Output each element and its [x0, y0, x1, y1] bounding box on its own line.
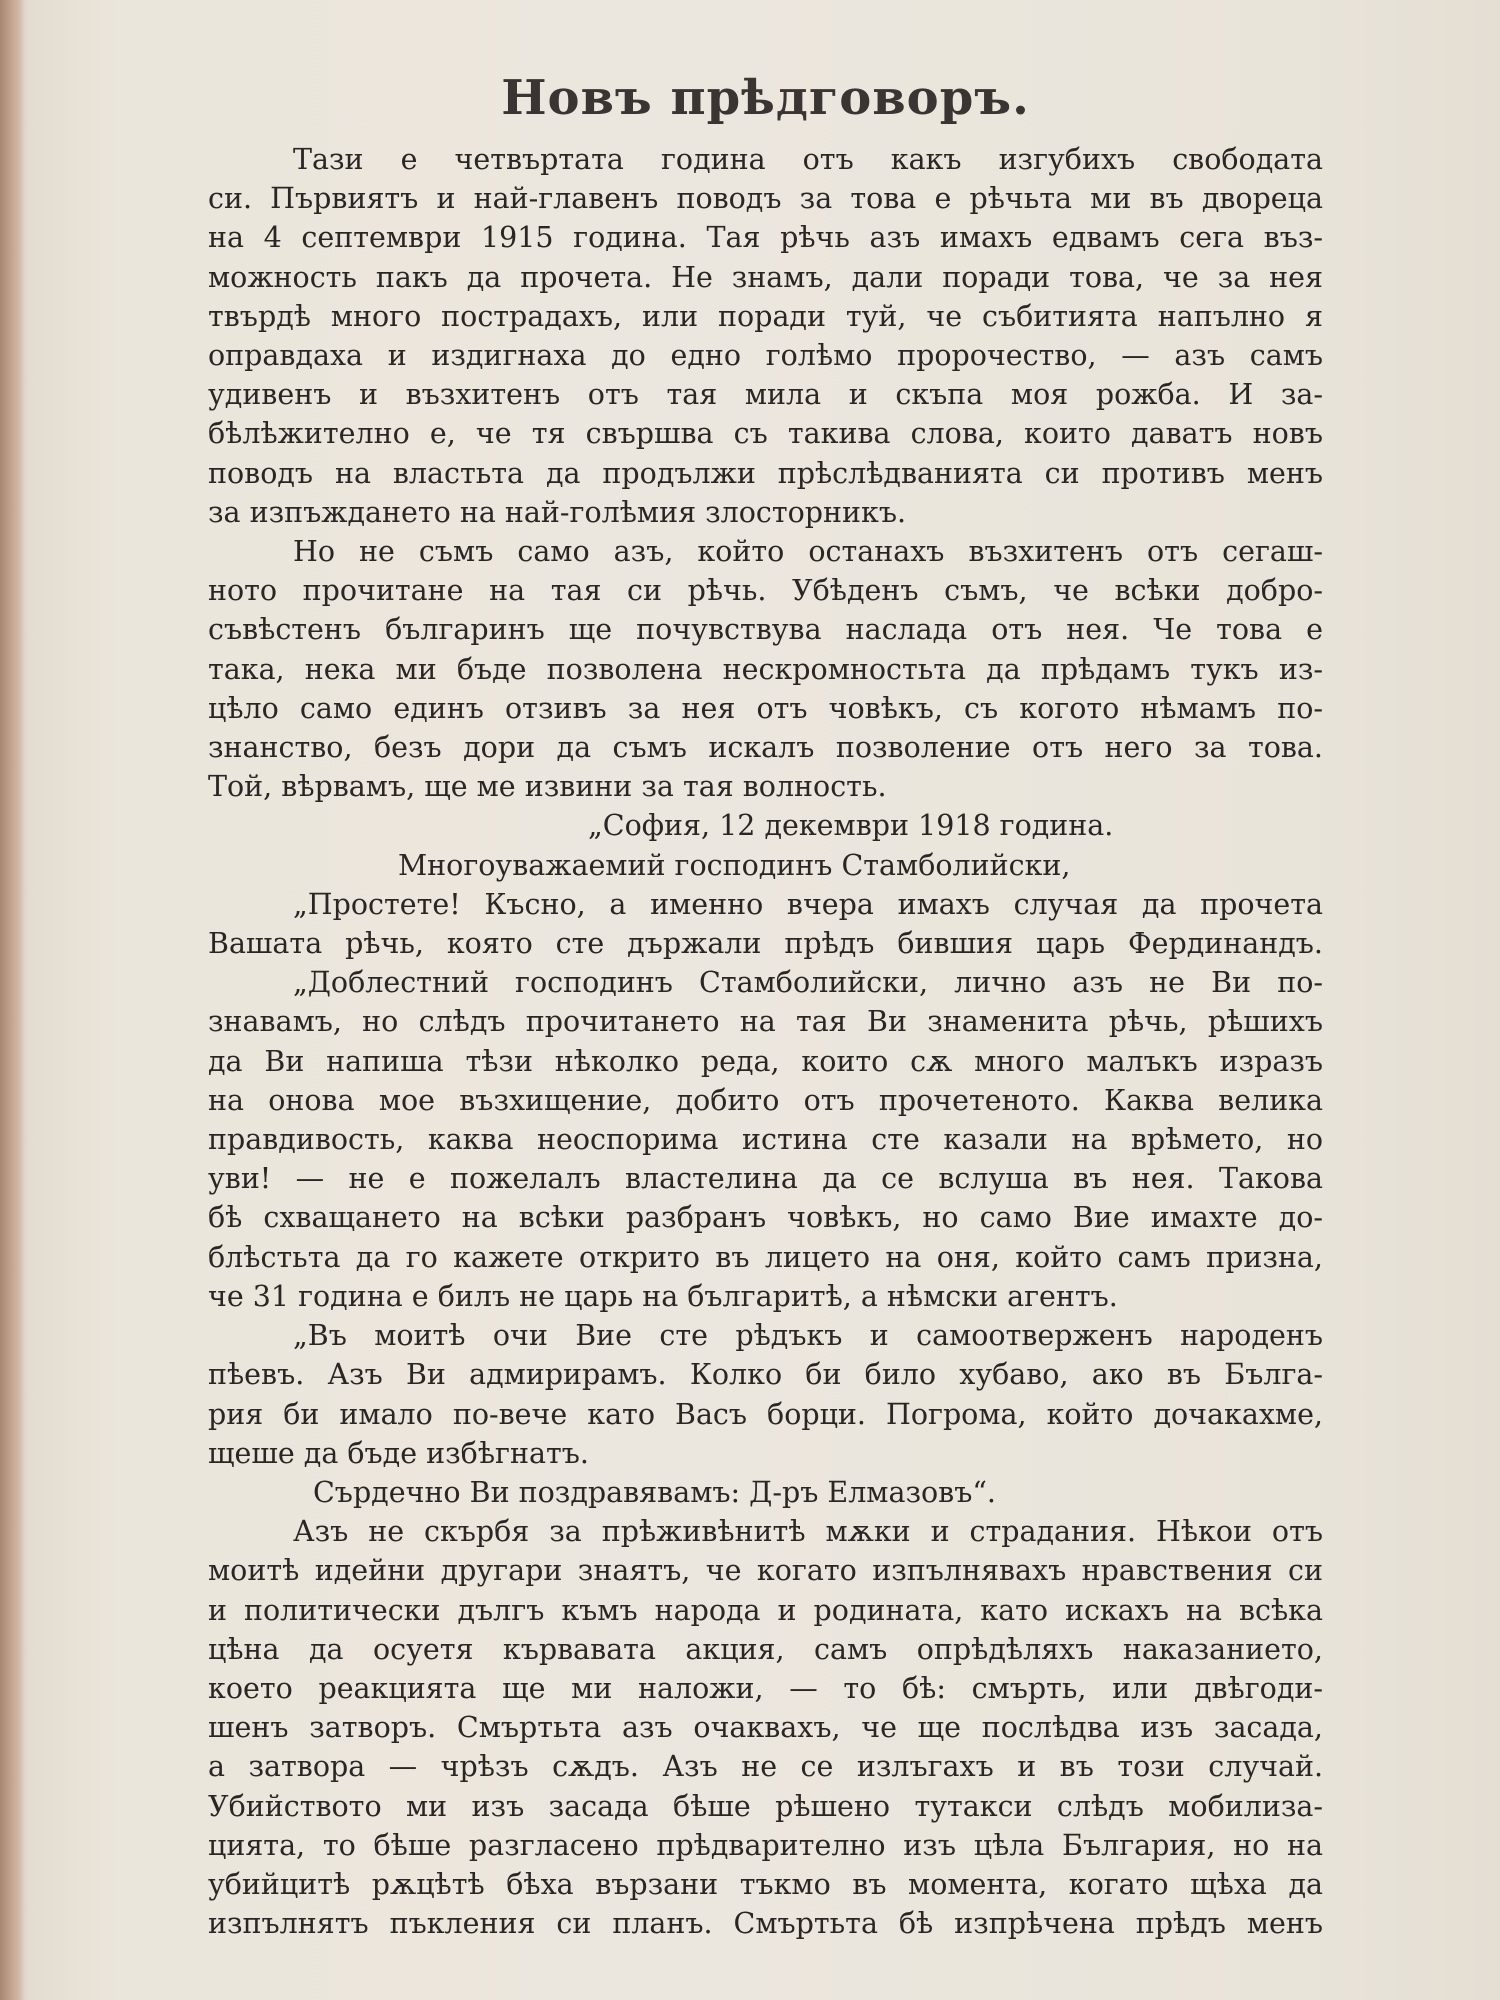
text-line: изпълнятъ пъкления си планъ. Смъртьта бѣ изпрѣчена прѣдъ менъ: [208, 1907, 1323, 1941]
text-line: „Простете! Късно, а именно вчера имахъ случая да прочета: [293, 887, 1323, 921]
text-line: Вашата рѣчь, която сте държали прѣдъ бившия царь Фердинандъ.: [208, 927, 1323, 961]
text-line: да Ви напиша тѣзи нѣколко реда, които сѫ много малъкъ изразъ: [208, 1044, 1323, 1078]
text-line: ното прочитане на тая си рѣчь. Убѣденъ съмъ, че всѣки добро-: [208, 574, 1323, 608]
text-line: Азъ не скърбя за прѣживѣнитѣ мѫки и страдания. Нѣкои отъ: [293, 1515, 1323, 1549]
text-line: твърдѣ много пострадахъ, или поради туй, че събитията напълно я: [208, 299, 1323, 333]
text-line: Убийството ми изъ засада бѣше рѣшено тутакси слѣдъ мобилиза-: [208, 1789, 1323, 1823]
letter-signature: Сърдечно Ви поздравявамъ: Д-ръ Елмазовъ“.: [313, 1475, 996, 1509]
text-line: цията, то бѣше разгласено прѣдварително изъ цѣла България, но на: [208, 1828, 1323, 1862]
text-line: си. Първиятъ и най-главенъ поводъ за това е рѣчьта ми въ двореца: [208, 182, 1323, 216]
text-line: щеше да бъде избѣгнатъ.: [208, 1436, 589, 1470]
text-line: а затвора — чрѣзъ сѫдъ. Азъ не се излъгахъ и въ този случай.: [208, 1750, 1323, 1784]
page-binding-edge: [0, 0, 24, 2000]
text-line: на 4 септември 1915 година. Тая рѣчь азъ имахъ едвамъ сега въз-: [208, 221, 1323, 255]
letter-salutation: Многоуважаемий господинъ Стамболийски,: [398, 848, 1071, 882]
text-line: Той, вѣрвамъ, ще ме извини за тая волность.: [208, 770, 887, 804]
text-line: убийцитѣ рѫцѣтѣ бѣха вързани тъкмо въ момента, когато щѣха да: [208, 1867, 1323, 1901]
text-line: Но не съмъ само азъ, който останахъ възхитенъ отъ сегаш-: [293, 535, 1323, 569]
text-line: моитѣ идейни другари знаятъ, че когато изпълнявахъ нравствения си: [208, 1554, 1323, 1588]
text-line: пѣевъ. Азъ Ви адмирирамъ. Колко би било хубаво, ако въ Бълга-: [208, 1358, 1323, 1392]
text-line: цѣло само единъ отзивъ за нея отъ човѣкъ, съ когото нѣмамъ по-: [208, 691, 1323, 725]
text-line: което реакцията ще ми наложи, — то бѣ: смърть, или двѣгоди-: [208, 1671, 1323, 1705]
text-line: знанство, безъ дори да съмъ искалъ позволение отъ него за това.: [208, 731, 1323, 765]
letter-dateline: „София, 12 декември 1918 година.: [588, 809, 1114, 843]
text-line: правдивость, каква неоспорима истина сте казали на врѣмето, но: [208, 1123, 1323, 1157]
text-line: рия би имало по-вече като Васъ борци. Погрома, който дочакахме,: [208, 1397, 1323, 1431]
text-line: блѣстьта да го кажете открито въ лицето на оня, който самъ призна,: [208, 1240, 1323, 1274]
text-line: можность пакъ да прочета. Не знамъ, дали поради това, че за нея: [208, 260, 1323, 294]
text-line: уви! — не е пожелалъ властелина да се вслуша въ нея. Такова: [208, 1162, 1323, 1196]
text-line: „Доблестний господинъ Стамболийски, лично азъ не Ви по-: [293, 966, 1323, 1000]
text-line: оправдаха и издигнаха до едно голѣмо пророчество, — азъ самъ: [208, 339, 1323, 373]
text-line: знавамъ, но слѣдъ прочитането на тая Ви знаменита рѣчь, рѣшихъ: [208, 1005, 1323, 1039]
text-line: Тази е четвъртата година отъ какъ изгубихъ свободата: [293, 143, 1323, 176]
text-line: цѣна да осуетя кървавата акция, самъ опрѣдѣляхъ наказанието,: [208, 1632, 1323, 1666]
page-title: Новъ прѣдговоръ.: [501, 70, 1030, 126]
page-text: [208, 58, 1323, 1943]
text-line: че 31 година е билъ не царь на българитѣ, а нѣмски агентъ.: [208, 1279, 1118, 1313]
text-line: шенъ затворъ. Смъртьта азъ очаквахъ, че ще послѣдва изъ засада,: [208, 1711, 1323, 1745]
text-line: удивенъ и възхитенъ отъ тая мила и скъпа моя рожба. И за-: [208, 378, 1323, 412]
text-line: на онова мое възхищение, добито отъ прочетеното. Каква велика: [208, 1083, 1323, 1117]
text-line: бѣлѣжително е, че тя свършва съ такива слова, които даватъ новъ: [208, 417, 1323, 451]
text-line: така, нека ми бъде позволена нескромностьта да прѣдамъ тукъ из-: [208, 652, 1323, 686]
text-line: „Въ моитѣ очи Вие сте рѣдъкъ и самоотверженъ народенъ: [293, 1319, 1323, 1353]
text-line: за изпъждането на най-голѣмия злосторникъ.: [208, 495, 907, 529]
text-line: и политически дългъ къмъ народа и родината, като искахъ на всѣка: [208, 1593, 1323, 1627]
text-line: съвѣстенъ българинъ ще почувствува наслада отъ нея. Че това е: [208, 613, 1323, 647]
text-line: поводъ на властьта да продължи прѣслѣдванията си противъ менъ: [208, 456, 1323, 490]
text-line: бѣ схващането на всѣки разбранъ човѣкъ, но само Вие имахте до-: [208, 1201, 1323, 1235]
